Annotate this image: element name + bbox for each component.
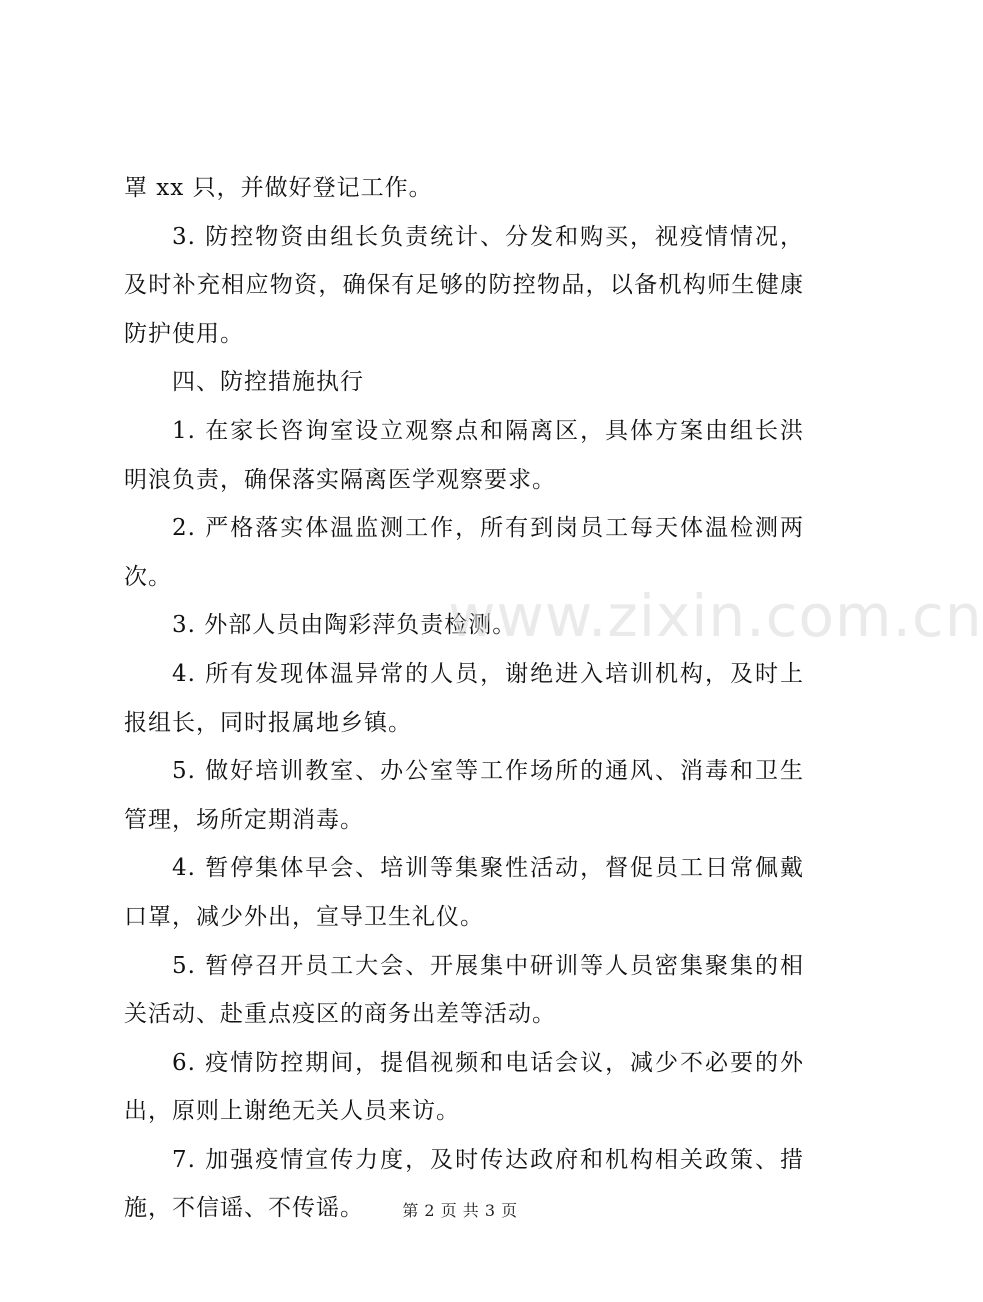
paragraph-4: 1. 在家长咨询室设立观察点和隔离区，具体方案由组长洪明浪负责，确保落实隔离医学观察要求。 bbox=[124, 417, 804, 493]
section-heading: 四、防控措施执行 bbox=[172, 369, 364, 396]
paragraph-9: 4. 暂停集体早会、培训等集聚性活动，督促员工日常佩戴口罩，减少外出，宣导卫生礼仪。 bbox=[124, 855, 804, 930]
document-body bbox=[124, 164, 804, 1233]
paragraph-2: 3. 防控物资由组长负责统计、分发和购买，视疫情情况，及时补充相应物资，确保有足够的防控物品，以备机构师生健康防护使用。 bbox=[124, 223, 804, 347]
paragraph-8: 5. 做好培训教室、办公室等工作场所的通风、消毒和卫生管理，场所定期消毒。 bbox=[124, 758, 804, 833]
paragraph-1: 罩 xx 只，并做好登记工作。 bbox=[124, 175, 433, 201]
paragraph-10: 5. 暂停召开员工大会、开展集中研训等人员密集聚集的相关活动、赴重点疫区的商务出差等活动。 bbox=[124, 952, 804, 1028]
paragraph-5: 2. 严格落实体温监测工作，所有到岗员工每天体温检测两次。 bbox=[124, 515, 804, 590]
paragraph-6: 3. 外部人员由陶彩萍负责检测。 bbox=[172, 612, 517, 639]
page-footer: 第 2 页 共 3 页 bbox=[402, 1201, 518, 1220]
paragraph-7: 4. 所有发现体温异常的人员，谢绝进入培训机构，及时上报组长，同时报属地乡镇。 bbox=[124, 660, 804, 736]
paragraph-11: 6. 疫情防控期间，提倡视频和电话会议，减少不必要的外出，原则上谢绝无关人员来访。 bbox=[124, 1049, 804, 1125]
paragraph-12: 7. 加强疫情宣传力度，及时传达政府和机构相关政策、措施，不信谣、不传谣。 bbox=[124, 1146, 804, 1222]
watermark: www.zixin.com.cn bbox=[448, 582, 983, 650]
